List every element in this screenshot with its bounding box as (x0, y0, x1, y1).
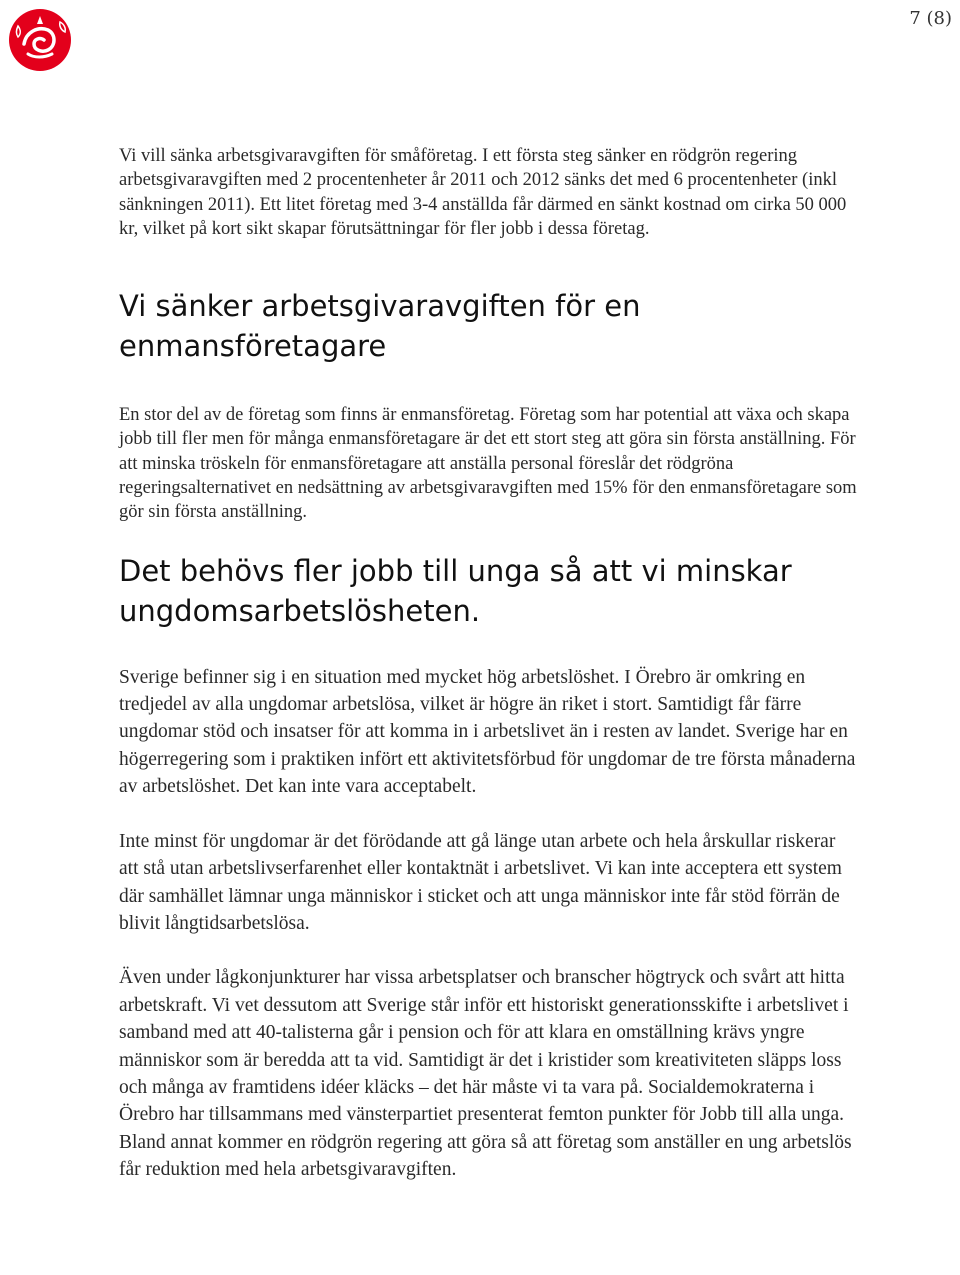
document-body (119, 144, 859, 1184)
page-number: 7 (8) (909, 8, 952, 29)
rose-logo-icon (4, 4, 76, 76)
heading-sole-proprietor: Vi sänker arbetsgivaravgiften för en enmansföretagare (119, 289, 641, 364)
heading-youth-unemployment: Det behövs fler jobb till unga så att vi minskar ungdomsarbetslösheten. (119, 553, 792, 628)
paragraph-orebro-unemployment: Sverige befinner sig i en situation med mycket hög arbetslöshet. I Örebro är omkring en tredjedel av alla ungdomar arbetslösa, vilket är högre än riket i stort. Samtidigt får färre ungdomar stöd och insatser för att komma in i arbetslivet än i resten av landet. Sverige har en högerregering som i praktiken infört ett aktivitetsförbud för ungdomar de tre första månaderna av arbetslöshet. Det kan inte vara acceptabelt. (119, 666, 856, 798)
paragraph-generational-shift: Även under lågkonjunkturer har vissa arbetsplatser och branscher högtryck och svårt att hitta arbetskraft. Vi vet dessutom att Sverige står inför ett historiskt generationsskifte i arbetslivet i samband med att 40-talisterna går i pension och för att klara en omställning krävs yngre människor som är beredda att ta vid. Samtidigt är det i kristider som kreativiteten släpps loss och många av framtidens idéer kläcks – det här måste vi ta vara på. Socialdemokraterna i Örebro har tillsammans med vänsterpartiet presenterat femton punkter för Jobb till alla unga. Bland annat kommer en rödgrön regering att göra så att företag som anställer en ung arbetslös får reduktion med hela arbetsgivaravgiften. (119, 967, 852, 1181)
paragraph-youth-without-work: Inte minst för ungdomar är det förödande att gå länge utan arbete och hela årskullar riskerar att stå utan arbetslivserfarenhet eller kontaktnät i arbetslivet. Vi kan inte acceptera ett system där samhället lämnar unga människor i sticket och att unga människor inte får stöd förrän de blivit långtidsarbetslösa. (119, 830, 842, 934)
paragraph-small-business-fees: Vi vill sänka arbetsgivaravgiften för småföretag. I ett första steg sänker en rödgrön regering arbetsgivaravgiften med 2 procentenheter år 2011 och 2012 sänks det med 6 procentenheter (inkl sänkningen 2011). Ett litet företag med 3-4 anställda får därmed en sänkt kostnad om cirka 50 000 kr, vilket på kort sikt skapar förutsättningar för fler jobb i dessa företag. (119, 146, 847, 239)
paragraph-sole-proprietor: En stor del av de företag som finns är enmansföretag. Företag som har potential att växa och skapa jobb till fler men för många enmansföretagare är det ett stort steg att göra sin första anställning. För att minska tröskeln för enmansföretagare att anställa personal föreslår det rödgröna regeringsalternativet en nedsättning av arbetsgivaravgiften med 15% för den enmansföretagare som gör sin första anställning. (119, 405, 857, 523)
